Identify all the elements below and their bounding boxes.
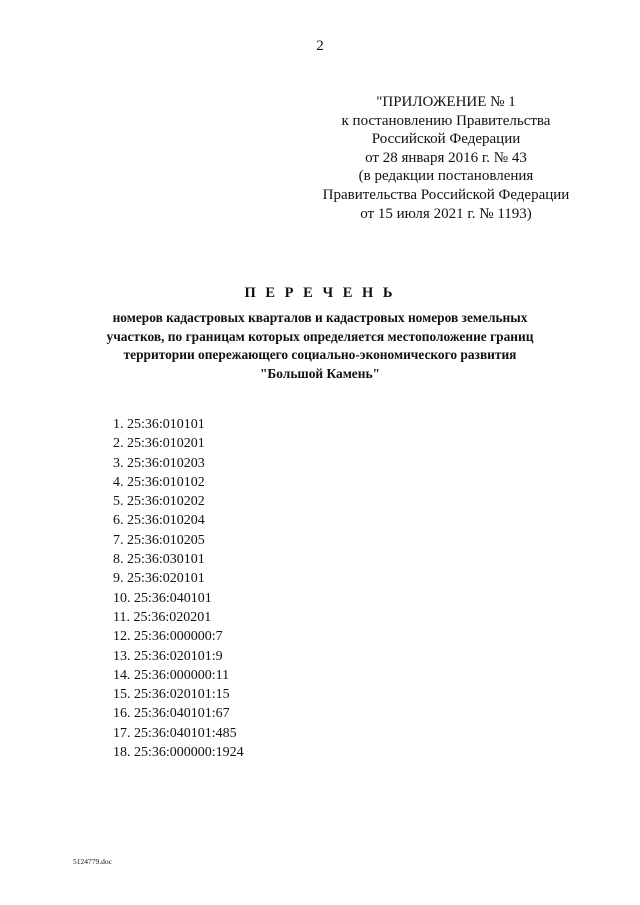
subtitle-line: территории опережающего социально-экономического развития [123,347,517,362]
list-item: 2. 25:36:010201 [113,436,205,452]
subtitle-line: "Большой Камень" [260,365,380,381]
appendix-line: Правительства Российской Федерации [322,186,570,203]
list-item: 12. 25:36:000000:7 [113,629,223,645]
list-item: 17. 25:36:040101:485 [113,725,237,741]
list-item: 8. 25:36:030101 [113,552,205,568]
appendix-line: к постановлению Правительства [341,112,551,129]
list-item: 15. 25:36:020101:15 [113,687,230,703]
appendix-line: Российской Федерации [371,131,521,148]
list-item: 4. 25:36:010102 [113,474,205,490]
appendix-line: от 15 июля 2021 г. № 1193) [360,205,532,222]
appendix-line: от 28 января 2016 г. № 43 [365,149,527,166]
list-item: 14. 25:36:000000:11 [113,667,230,683]
subtitle-line: номеров кадастровых кварталов и кадастровых номеров земельных [112,310,528,325]
appendix-header [290,93,602,223]
list-item: 16. 25:36:040101:67 [113,706,230,722]
list-item: 9. 25:36:020101 [113,571,205,587]
list-item: 18. 25:36:000000:1924 [113,745,244,761]
list-item: 3. 25:36:010203 [113,455,205,471]
document-subtitle [60,309,580,383]
list-item: 7. 25:36:010205 [113,532,205,548]
page-number: 2 [316,38,324,54]
appendix-line: (в редакции постановления [358,168,534,185]
list-item: 13. 25:36:020101:9 [113,648,223,664]
cadastral-number-list [113,415,244,762]
subtitle-line: участков, по границам которых определяется местоположение границ [106,328,534,344]
list-item: 6. 25:36:010204 [113,513,205,529]
list-item: 1. 25:36:010101 [113,417,205,432]
list-item: 11. 25:36:020201 [113,609,212,625]
appendix-line: "ПРИЛОЖЕНИЕ № 1 [376,94,516,110]
list-item: 10. 25:36:040101 [113,590,212,606]
document-title: П Е Р Е Ч Е Н Ь [244,285,396,301]
list-item: 5. 25:36:010202 [113,494,205,510]
document-file-code: 5124779.doc [73,857,112,866]
